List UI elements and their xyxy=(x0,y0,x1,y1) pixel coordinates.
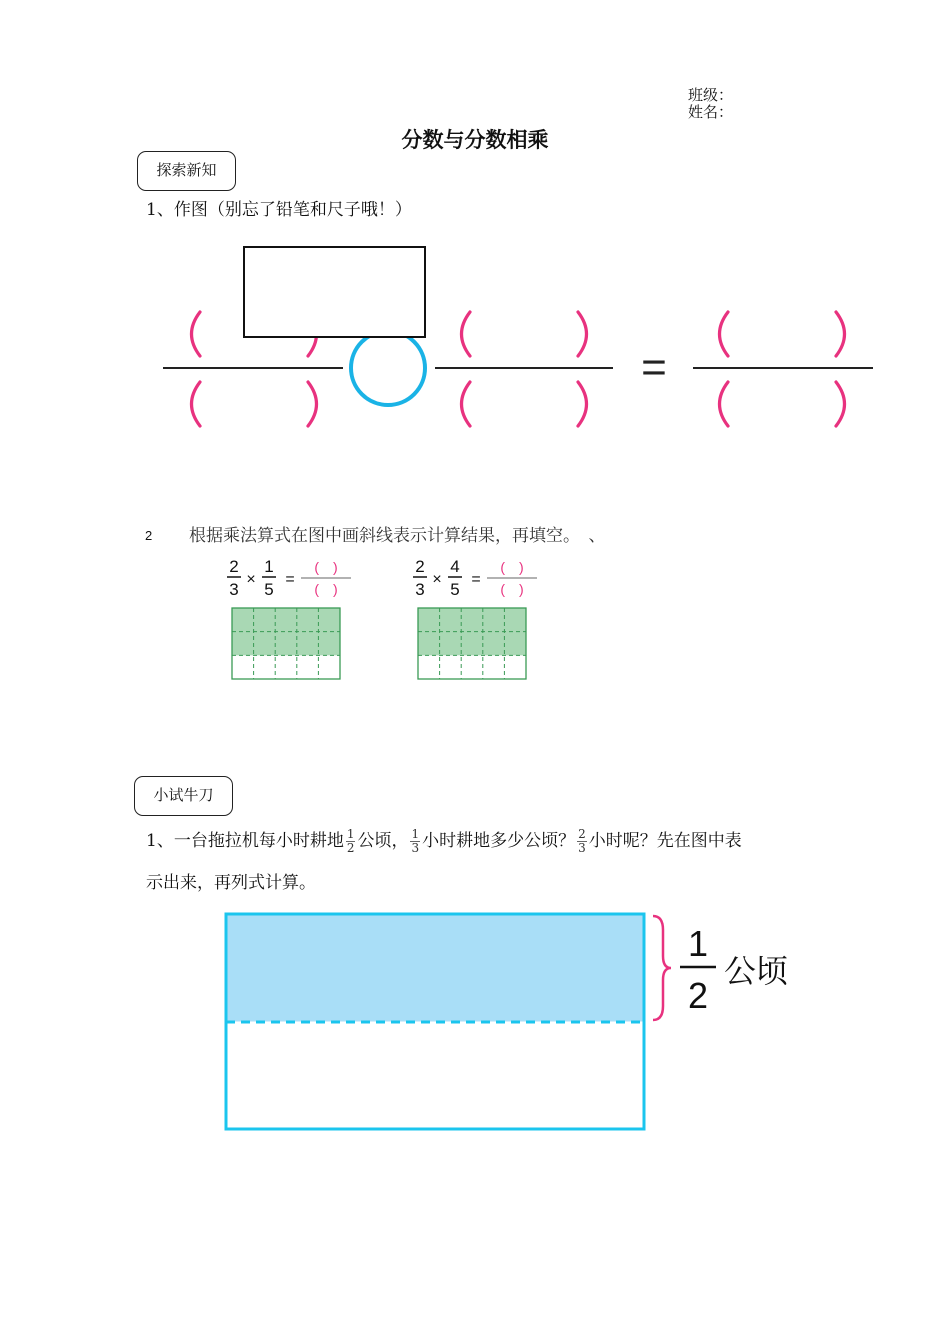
equals-sign: = xyxy=(641,343,667,392)
b-numerator: 1 xyxy=(264,557,274,576)
fraction-one-third: $\frac{1}{3}$ xyxy=(411,827,420,855)
q2-item-2 xyxy=(413,557,537,679)
fraction-equation-diagram xyxy=(0,230,950,450)
paren-left-top-2 xyxy=(462,312,471,356)
section-tag-explore: 探索新知 xyxy=(137,151,236,191)
operator-circle xyxy=(351,331,425,405)
q-part-1: 1、一台拖拉机每小时耕地 xyxy=(146,831,344,851)
b-denominator: 5 xyxy=(264,580,274,599)
q-part-4: 小时呢？先在图中表 xyxy=(588,831,742,851)
paren-left-bottom-1 xyxy=(192,382,201,426)
answer-box xyxy=(244,247,425,337)
class-label: 班级： xyxy=(688,86,734,104)
hectare-diagram xyxy=(0,900,950,1140)
q2-item-1 xyxy=(227,557,351,679)
times-sign: × xyxy=(432,571,442,588)
shaded-half-area xyxy=(226,914,644,1022)
curly-brace xyxy=(653,916,671,1020)
practice-question-line-2: 示出来，再列式计算。 xyxy=(146,873,316,893)
fraction-one-half: $\frac{1}{2}$ xyxy=(346,827,355,855)
b-numerator: 4 xyxy=(450,557,460,576)
fraction-two-thirds: $\frac{2}{3}$ xyxy=(578,827,586,855)
question-1-text: 1、作图（别忘了铅笔和尺子哦！） xyxy=(146,200,412,220)
page-title: 分数与分数相乘 xyxy=(401,129,549,152)
paren-right-bottom-1 xyxy=(308,382,317,426)
b-denominator: 5 xyxy=(450,580,460,599)
multiplication-grids xyxy=(0,550,950,690)
paren-left-top-1 xyxy=(192,312,201,356)
paren-right-bottom-3 xyxy=(836,382,845,426)
label-fraction-numerator: 1 xyxy=(687,923,709,964)
equals-sign: = xyxy=(285,571,295,588)
answer-denominator: ( ) xyxy=(500,581,524,597)
paren-left-top-3 xyxy=(720,312,729,356)
a-numerator: 2 xyxy=(415,557,425,576)
a-denominator: 3 xyxy=(229,580,239,599)
times-sign: × xyxy=(246,571,256,588)
label-fraction-denominator: 2 xyxy=(687,975,709,1016)
answer-numerator: ( ) xyxy=(314,559,338,575)
answer-denominator: ( ) xyxy=(314,581,338,597)
paren-left-bottom-2 xyxy=(462,382,471,426)
paren-right-bottom-2 xyxy=(578,382,587,426)
q-part-3: 小时耕地多少公顷？ xyxy=(422,831,576,851)
label-unit: 公顷 xyxy=(724,952,789,990)
a-denominator: 3 xyxy=(415,580,425,599)
q-part-2: 公顷， xyxy=(357,831,409,851)
practice-question-line-1 xyxy=(146,828,742,855)
section-tag-practice: 小试牛刀 xyxy=(134,776,233,816)
paren-right-top-2 xyxy=(578,312,587,356)
answer-numerator: ( ) xyxy=(500,559,524,575)
question-2-number: 2 xyxy=(145,528,153,543)
paren-right-top-3 xyxy=(836,312,845,356)
question-2-text: 根据乘法算式在图中画斜线表示计算结果，再填空。 、 xyxy=(189,526,606,545)
paren-left-bottom-3 xyxy=(720,382,729,426)
a-numerator: 2 xyxy=(229,557,239,576)
name-label: 姓名： xyxy=(688,103,734,121)
equals-sign: = xyxy=(471,571,481,588)
